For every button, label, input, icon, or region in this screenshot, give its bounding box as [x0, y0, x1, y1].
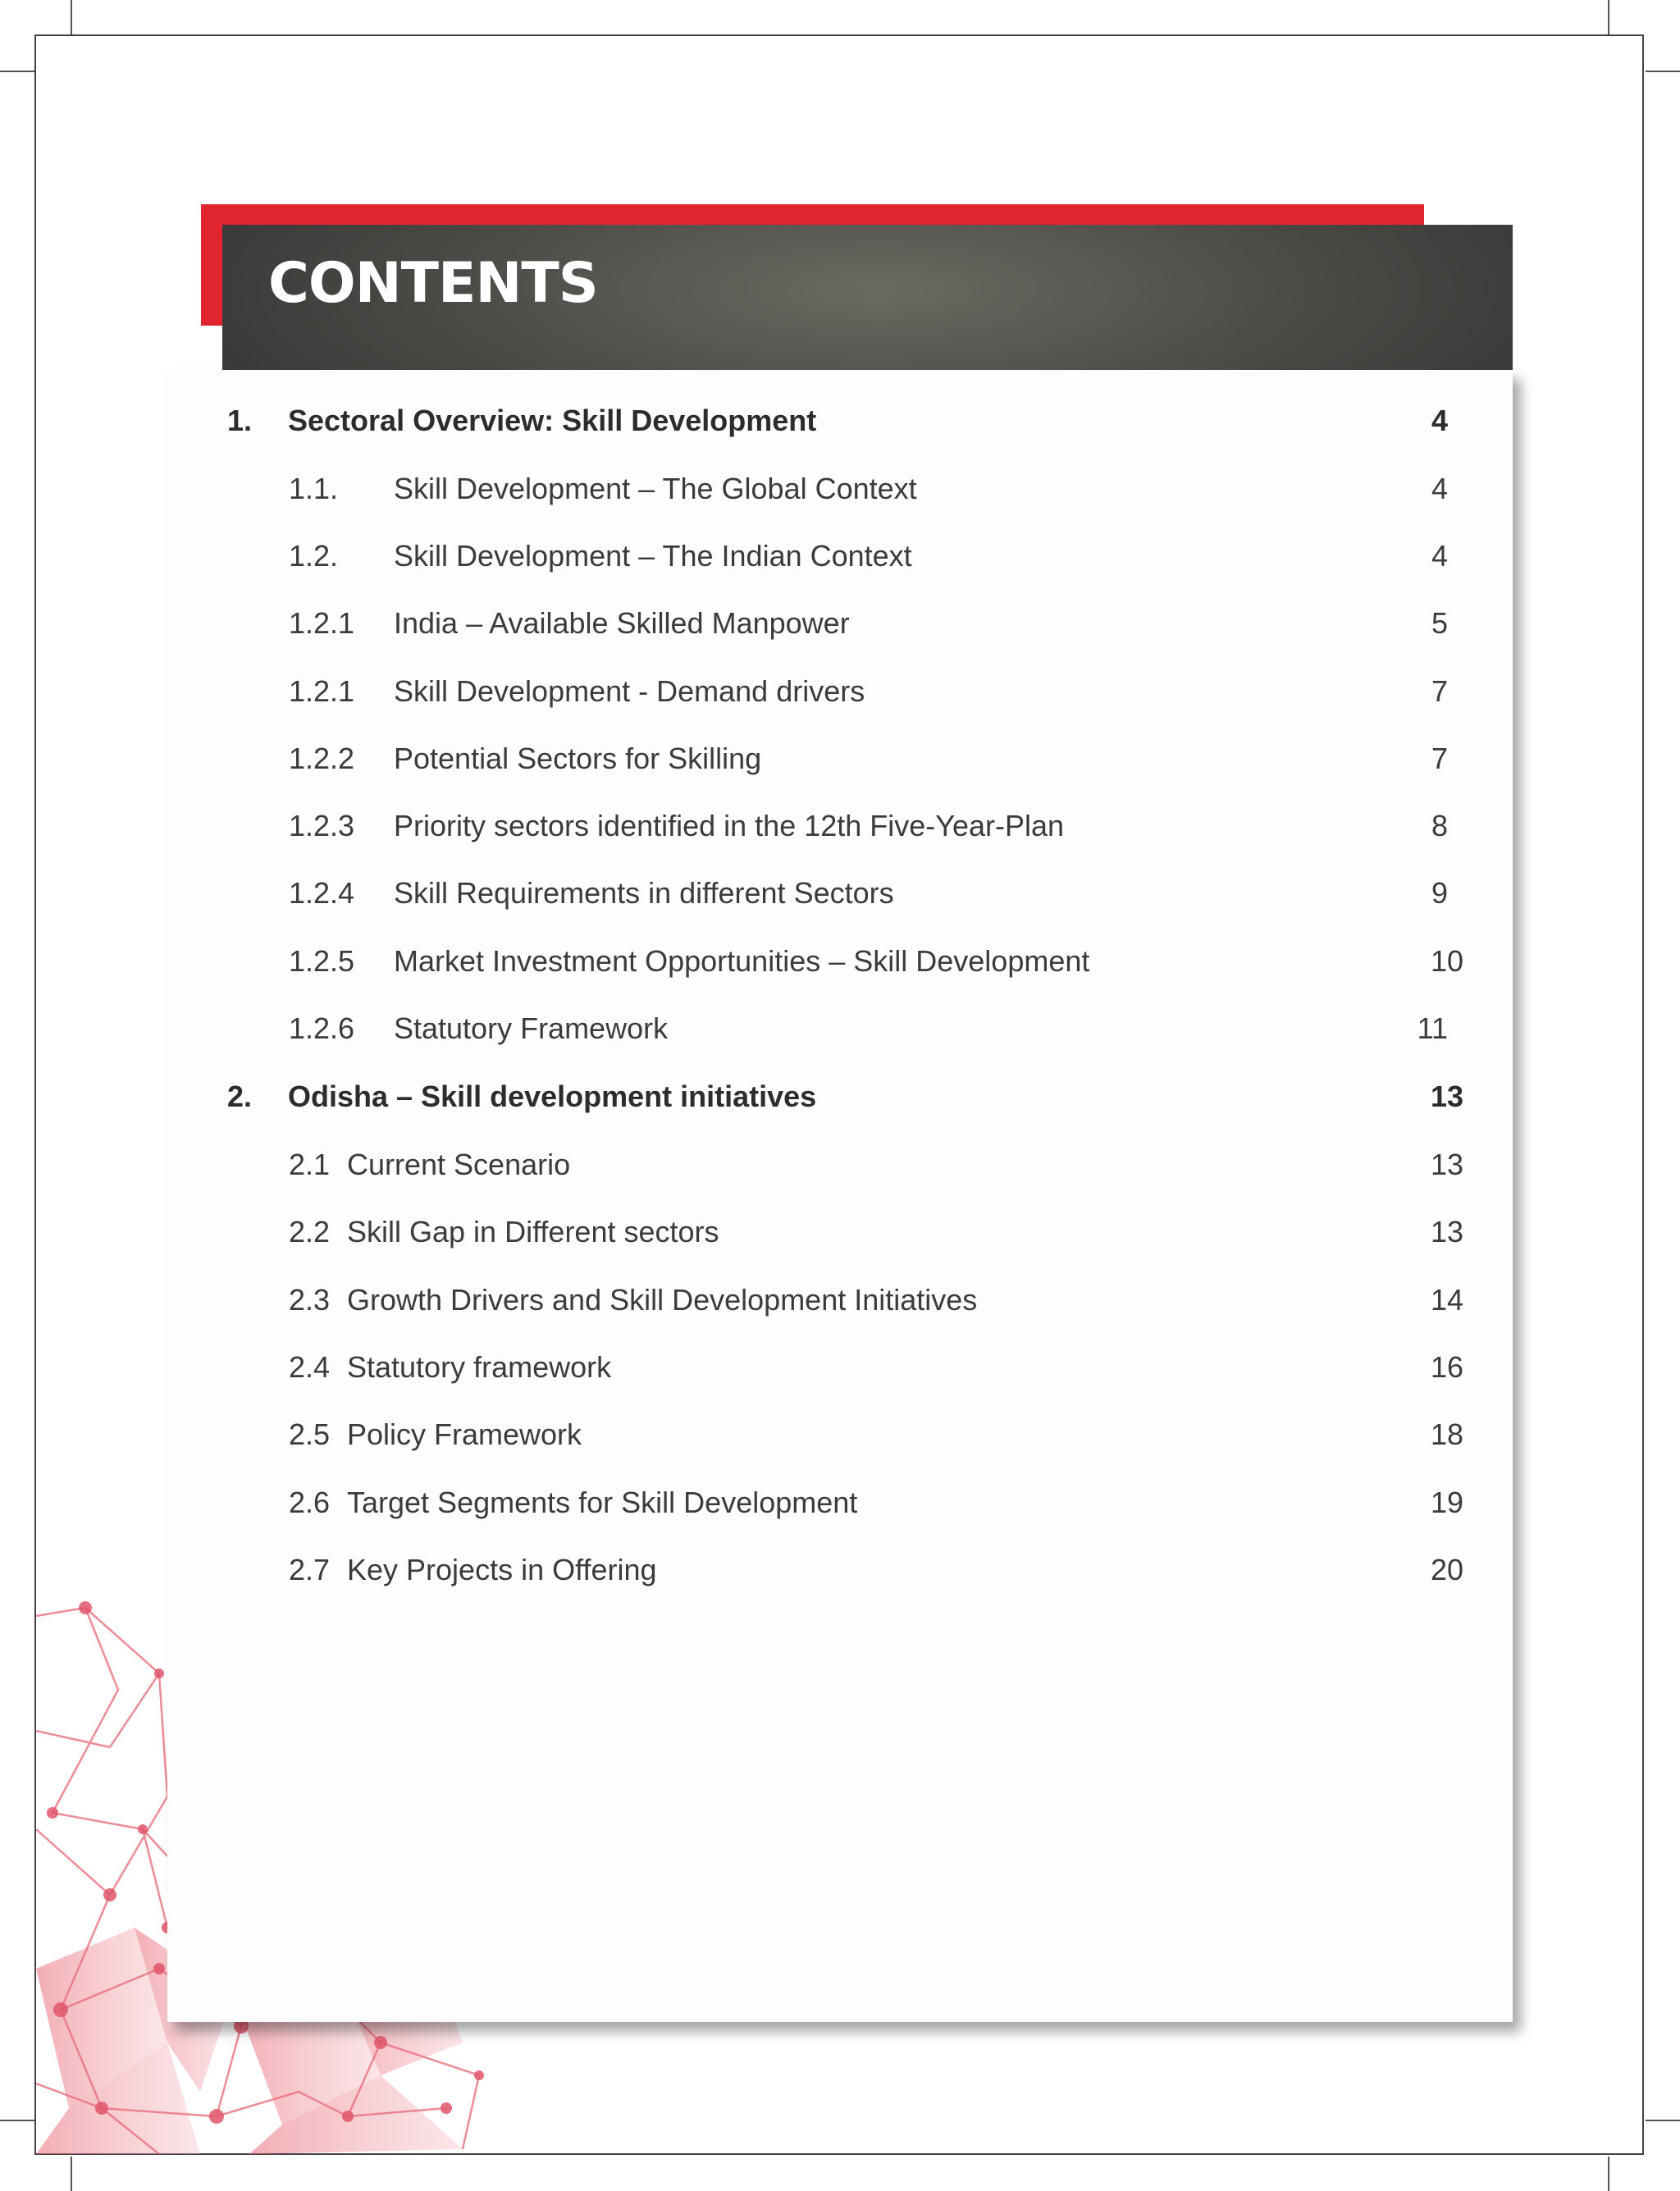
toc-page: 9: [1431, 876, 1448, 910]
toc-entry: [0, 1207, 1680, 1257]
toc-section: [0, 1072, 1680, 1121]
toc-title: Skill Requirements in different Sectors: [394, 876, 894, 910]
toc-page: 16: [1430, 1350, 1463, 1384]
crop-mark: [0, 71, 34, 72]
toc-page: 7: [1431, 742, 1448, 775]
toc-entry: [0, 599, 1680, 648]
toc-title: Growth Drivers and Skill Development Initiatives: [347, 1283, 978, 1317]
toc-number: 2.4: [289, 1350, 331, 1384]
toc-title: Skill Development - Demand drivers: [394, 674, 865, 708]
toc-page: 13: [1430, 1148, 1463, 1181]
toc-number: 1.2.2: [289, 742, 355, 775]
toc-page: 18: [1430, 1417, 1463, 1451]
toc-title: Skill Gap in Different sectors: [347, 1215, 719, 1248]
toc-entry: [0, 667, 1680, 716]
toc-number: 1.2.6: [289, 1011, 355, 1045]
toc-entry: [0, 869, 1680, 918]
toc-page: 13: [1430, 1080, 1463, 1113]
toc-page: 10: [1430, 944, 1463, 978]
toc-title: Sectoral Overview: Skill Development: [288, 404, 817, 437]
toc-entry: [0, 1276, 1680, 1325]
toc-title: Target Segments for Skill Development: [347, 1486, 858, 1519]
toc-title: India – Available Skilled Manpower: [394, 606, 850, 640]
toc-title: Skill Development – The Indian Context: [394, 539, 912, 573]
toc-title: Market Investment Opportunities – Skill Development: [394, 944, 1090, 978]
toc-title: Statutory Framework: [394, 1011, 669, 1045]
toc-title: Priority sectors identified in the 12th Five-Year-Plan: [394, 809, 1065, 842]
toc-number: 1.2.1: [289, 674, 355, 708]
crop-mark: [1646, 71, 1680, 72]
toc-number: 1.2.4: [289, 876, 355, 910]
toc-number: 2.: [227, 1080, 253, 1113]
toc-number: 1.2.: [289, 539, 339, 573]
toc-number: 2.6: [289, 1486, 331, 1519]
toc-page: 14: [1430, 1283, 1463, 1317]
toc-number: 1.2.3: [289, 809, 355, 842]
crop-mark: [71, 0, 72, 34]
crop-mark: [1608, 0, 1609, 34]
toc-page: 4: [1431, 472, 1448, 505]
toc-entry: [0, 734, 1680, 783]
toc-page: 8: [1431, 809, 1448, 842]
crop-mark: [1608, 2157, 1609, 2191]
crop-mark: [0, 2120, 34, 2121]
toc-title: Odisha – Skill development initiatives: [288, 1080, 817, 1113]
toc-entry: [0, 1410, 1680, 1459]
page-title: CONTENTS: [268, 251, 598, 316]
toc-number: 1.1.: [289, 472, 339, 505]
toc-entry: [0, 532, 1680, 581]
toc-title: Policy Framework: [347, 1417, 582, 1451]
toc-number: 1.2.5: [289, 944, 355, 978]
toc-title: Statutory framework: [347, 1350, 612, 1384]
crop-mark: [1646, 2120, 1680, 2121]
toc-entry: [0, 1545, 1680, 1595]
toc-page: 11: [1417, 1011, 1448, 1045]
toc-entry: [0, 1343, 1680, 1392]
toc-number: 2.2: [289, 1215, 331, 1248]
toc-number: 1.: [227, 404, 253, 437]
toc-page: 19: [1430, 1486, 1463, 1519]
toc-entry: [0, 1004, 1680, 1053]
toc-entry: [0, 801, 1680, 851]
toc-entry: [0, 1478, 1680, 1527]
toc-entry: [0, 937, 1680, 986]
toc-page: 20: [1430, 1553, 1463, 1586]
toc-title: Current Scenario: [347, 1148, 571, 1181]
toc-number: 2.3: [289, 1283, 331, 1317]
toc-number: 2.5: [289, 1417, 331, 1451]
toc-number: 2.1: [289, 1148, 331, 1181]
toc-page: 4: [1431, 404, 1448, 437]
toc-page: 7: [1431, 674, 1448, 708]
toc-number: 1.2.1: [289, 606, 355, 640]
toc-number: 2.7: [289, 1553, 331, 1586]
toc-section: [0, 396, 1680, 445]
toc-title: Potential Sectors for Skilling: [394, 742, 762, 775]
crop-mark: [71, 2157, 72, 2191]
toc-entry: [0, 1140, 1680, 1189]
toc-page: 5: [1431, 606, 1448, 640]
toc-title: Skill Development – The Global Context: [394, 472, 917, 505]
toc-page: 4: [1431, 539, 1448, 573]
toc-page: 13: [1430, 1215, 1463, 1248]
toc-title: Key Projects in Offering: [347, 1553, 657, 1586]
toc-entry: [0, 464, 1680, 514]
